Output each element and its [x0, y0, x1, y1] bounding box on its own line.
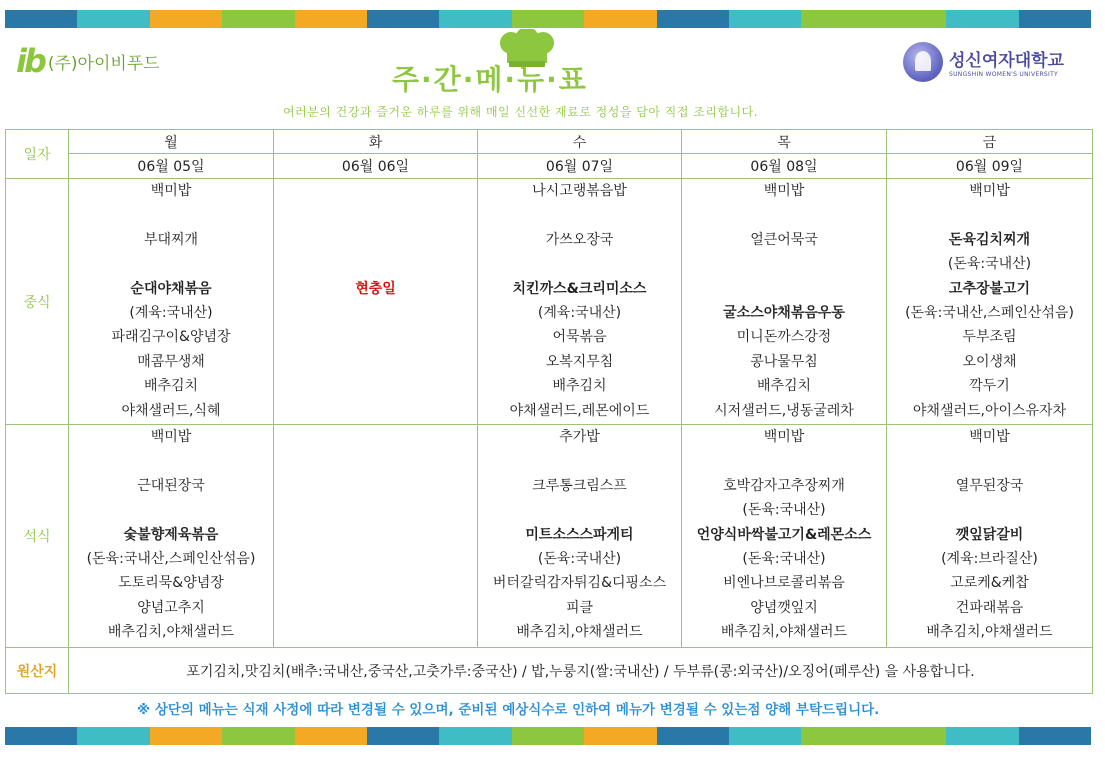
date-fri: 06월 09일 [887, 154, 1093, 179]
menu-spacer [274, 474, 477, 498]
menu-item: 백미밥 [763, 183, 805, 199]
menu-item: 치킨까스&크리미소스 [512, 280, 647, 297]
menu-item: 굴소스야채볶음우동 [723, 304, 845, 321]
menu-item: (돈육:국내산,스페인산섞음) [86, 550, 256, 567]
stripe-segment [222, 10, 294, 28]
menu-spacer [887, 203, 1092, 227]
day-mon: 월 [69, 130, 274, 154]
menu-item: 미트소스스파게티 [525, 526, 634, 543]
stripe-segment [5, 727, 77, 745]
stripe-segment [801, 727, 873, 745]
menu-item: 깻잎닭갈비 [955, 526, 1024, 543]
header [0, 28, 1105, 123]
menu-spacer [682, 203, 886, 227]
menu-item: 크루통크림스프 [532, 477, 627, 494]
menu-item: 부대찌개 [143, 231, 199, 248]
menu-item: 돈육김치찌개 [948, 231, 1031, 248]
stripe-segment [1019, 10, 1091, 28]
lunch-fri [887, 179, 1093, 425]
day-tue: 화 [274, 130, 478, 154]
menu-spacer [478, 449, 681, 473]
menu-item: 배추김치,야채샐러드 [926, 624, 1053, 641]
date-row [6, 154, 1093, 179]
menu-item: (계육:국내산) [537, 304, 622, 321]
date-thu: 06월 08일 [682, 154, 887, 179]
menu-item: (계육:브라질산) [941, 550, 1038, 567]
menu-item: 배추김치 [756, 378, 812, 395]
menu-item: 배추김치,야채샐러드 [720, 624, 848, 641]
stripe-segment [367, 10, 439, 28]
bottom-color-stripe [5, 727, 1091, 745]
date-wed: 06월 07일 [478, 154, 682, 179]
menu-item: 백미밥 [150, 183, 192, 199]
university-name-en: SUNGSHIN WOMEN'S UNIVERSITY [949, 71, 1059, 78]
menu-item: 얼큰어묵국 [750, 231, 818, 248]
menu-spacer [274, 228, 477, 252]
dinner-row [6, 425, 1093, 648]
menu-spacer [887, 449, 1092, 473]
menu-item: 매콤무생채 [137, 353, 205, 370]
menu-item: 깍두기 [969, 378, 1010, 395]
lunch-mon [69, 179, 274, 425]
menu-spacer [274, 399, 477, 423]
menu-item: (돈육:국내산,스페인산섞음) [905, 304, 1074, 321]
menu-spacer [478, 498, 681, 522]
menu-item: 호박감자고추장찌개 [723, 477, 845, 494]
menu-spacer [69, 252, 273, 276]
menu-item: (계육:국내산) [129, 304, 213, 321]
menu-spacer [69, 449, 273, 473]
lunch-tue [274, 179, 478, 425]
dinner-thu [682, 425, 887, 648]
date-label: 일자 [6, 130, 69, 179]
menu-spacer [274, 547, 477, 571]
lunch-wed [478, 179, 682, 425]
menu-item: 오이생채 [962, 353, 1017, 370]
date-mon: 06월 05일 [69, 154, 274, 179]
menu-item: 가쓰오장국 [545, 231, 614, 248]
day-thu: 목 [682, 130, 887, 154]
menu-item: (돈육:국내산) [742, 550, 826, 567]
stripe-segment [5, 10, 77, 28]
menu-item: 나시고랭볶음밥 [532, 183, 627, 199]
lunch-label: 중식 [6, 179, 69, 425]
menu-spacer [274, 179, 477, 203]
stripe-segment [439, 10, 511, 28]
origin-text: 포기김치,맛김치(배추:국내산,중국산,고춧가루:중국산) / 밥,누룽지(쌀:국내산) / 두부류(콩:외국산)/오징어(페루산) 을 사용합니다. [69, 648, 1093, 694]
menu-item: 추가밥 [559, 429, 600, 445]
origin-label: 원산지 [6, 648, 69, 694]
weekly-menu-table [5, 129, 1093, 694]
lunch-row [6, 179, 1093, 425]
stripe-segment [150, 727, 222, 745]
menu-item: 야채샐러드,아이스유자차 [912, 402, 1067, 419]
page-subtitle: 여러분의 건강과 즐거운 하루를 위해 매일 신선한 재료로 정성을 담아 직접 조리합니다. [283, 105, 758, 119]
dinner-fri [887, 425, 1093, 648]
menu-item: 시저샐러드,냉동굴레차 [714, 402, 854, 419]
menu-item: 미니돈까스강정 [736, 329, 832, 346]
university-name-kr: 성신여자대학교 [949, 51, 1064, 71]
menu-spacer [274, 252, 477, 276]
menu-item: 배추김치,야채샐러드 [107, 624, 235, 641]
page-title: 주·간·메·뉴·표 [392, 63, 588, 96]
stripe-segment [295, 727, 367, 745]
menu-item: 야채샐러드,레몬에이드 [509, 402, 650, 419]
lunch-thu [682, 179, 887, 425]
menu-item: 건파래볶음 [955, 599, 1024, 616]
stripe-segment [150, 10, 222, 28]
menu-item: 배추김치 [143, 378, 199, 395]
stripe-segment [222, 727, 294, 745]
menu-item: 피클 [565, 599, 594, 616]
menu-spacer [682, 277, 886, 301]
menu-item: 백미밥 [150, 429, 192, 445]
menu-spacer [274, 350, 477, 374]
menu-spacer [274, 301, 477, 325]
stripe-segment [657, 10, 729, 28]
university-logo [903, 42, 1064, 82]
menu-item: (돈육:국내산) [537, 550, 622, 567]
day-fri: 금 [887, 130, 1093, 154]
stripe-segment [729, 727, 801, 745]
menu-spacer [274, 203, 477, 227]
day-row [6, 130, 1093, 154]
menu-item: 고추장불고기 [948, 280, 1031, 297]
menu-item: 숯불향제육볶음 [123, 526, 219, 543]
stripe-segment [584, 727, 656, 745]
origin-row [6, 648, 1093, 694]
menu-item: 백미밥 [969, 429, 1010, 445]
menu-item: 배추김치,야채샐러드 [516, 624, 643, 641]
menu-item: 두부조림 [962, 329, 1017, 346]
stripe-segment [946, 10, 1018, 28]
menu-item: 언양식바싹불고기&레몬소스 [696, 526, 872, 543]
menu-spacer [682, 252, 886, 276]
menu-item: 도토리묵&양념장 [118, 575, 224, 592]
day-wed: 수 [478, 130, 682, 154]
university-seal-icon [903, 42, 943, 82]
menu-spacer [69, 498, 273, 522]
menu-item: 비엔나브로콜리볶음 [723, 575, 845, 592]
company-logo [16, 42, 160, 80]
menu-spacer [274, 325, 477, 349]
menu-item: 오복지무침 [545, 353, 614, 370]
company-name: (주)아이비푸드 [47, 53, 160, 74]
company-logo-mark: ib [16, 42, 44, 80]
stripe-segment [657, 727, 729, 745]
menu-spacer [274, 498, 477, 522]
stripe-segment [295, 10, 367, 28]
stripe-segment [729, 10, 801, 28]
menu-spacer [274, 620, 477, 644]
menu-spacer [478, 203, 681, 227]
menu-spacer [69, 203, 273, 227]
dinner-tue [274, 425, 478, 648]
menu-item: 버터갈릭감자튀김&디핑소스 [492, 575, 667, 592]
menu-item: 양념깻잎지 [750, 599, 818, 616]
menu-spacer [274, 425, 477, 449]
menu-spacer [478, 252, 681, 276]
stripe-segment [801, 10, 873, 28]
menu-spacer [682, 449, 886, 473]
dinner-mon [69, 425, 274, 648]
menu-spacer [274, 596, 477, 620]
menu-spacer [274, 374, 477, 398]
stripe-segment [77, 727, 149, 745]
date-tue: 06월 06일 [274, 154, 478, 179]
menu-item: 양념고추지 [137, 599, 205, 616]
menu-item: 근대된장국 [137, 477, 205, 494]
dinner-label: 석식 [6, 425, 69, 648]
stripe-segment [946, 727, 1018, 745]
menu-spacer [274, 449, 477, 473]
menu-item: 어묵볶음 [552, 329, 607, 346]
menu-item: 백미밥 [969, 183, 1010, 199]
stripe-segment [512, 10, 584, 28]
stripe-segment [874, 10, 946, 28]
stripe-segment [439, 727, 511, 745]
menu-item: 열무된장국 [955, 477, 1024, 494]
menu-item: (돈육:국내산) [947, 256, 1032, 273]
top-color-stripe [5, 10, 1091, 28]
menu-item: 야채샐러드,식혜 [121, 402, 221, 419]
notice-text: ※ 상단의 메뉴는 식재 사정에 따라 변경될 수 있으며, 준비된 예상식수로 인하여 메뉴가 변경될 수 있는점 양해 부탁드립니다. [137, 702, 880, 718]
menu-item: 현충일 [355, 280, 396, 297]
menu-item: (돈육:국내산) [742, 502, 826, 519]
menu-spacer [274, 523, 477, 547]
menu-item: 고로케&케찹 [950, 575, 1029, 592]
menu-spacer [887, 498, 1092, 522]
stripe-segment [874, 727, 946, 745]
menu-item: 배추김치 [552, 378, 607, 395]
menu-spacer [274, 571, 477, 595]
dinner-wed [478, 425, 682, 648]
stripe-segment [584, 10, 656, 28]
stripe-segment [512, 727, 584, 745]
menu-item: 콩나물무침 [750, 353, 818, 370]
stripe-segment [77, 10, 149, 28]
stripe-segment [1019, 727, 1091, 745]
stripe-segment [367, 727, 439, 745]
menu-item: 백미밥 [763, 429, 805, 445]
menu-item: 파래김구이&양념장 [111, 329, 231, 346]
menu-item: 순대야채볶음 [130, 280, 212, 297]
